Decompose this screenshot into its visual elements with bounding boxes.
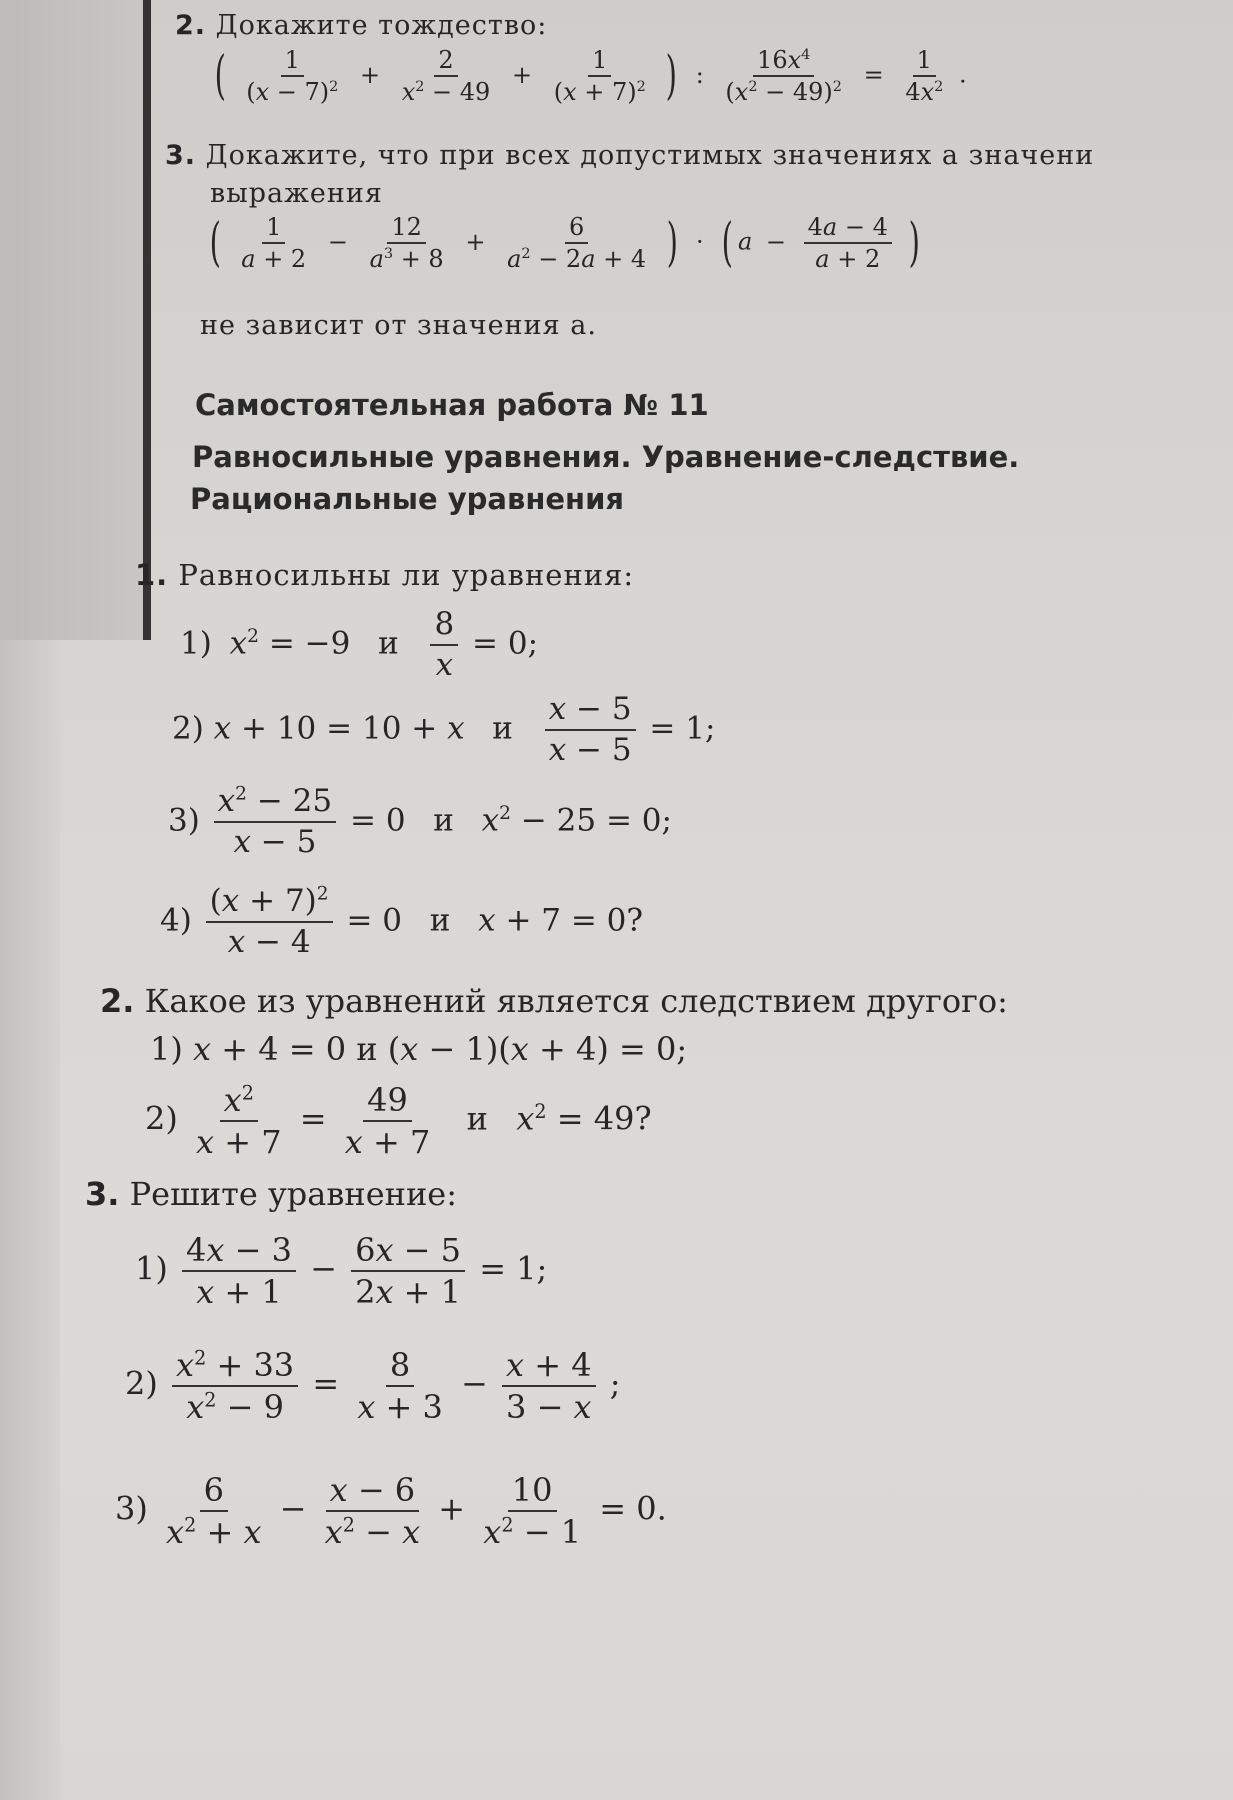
section-heading: Самостоятельная работа № 11 xyxy=(195,388,709,422)
q1-heading: 1. Равносильны ли уравнения: xyxy=(135,558,635,592)
q1-item-1: 1) $x^2 = -9$ и $\frac{8}{x}$ = 0; xyxy=(180,606,539,683)
q1-item-4: 4) $\frac{(x + 7)^2}{x - 4}$ = 0 и x + 7 = 0? xyxy=(160,883,644,960)
q2-item-2: 2) $\frac{x^2}{x + 7}$ = $\frac{49}{x + 7}$ и $x^2 = 49$? xyxy=(145,1081,652,1161)
page-edge xyxy=(143,0,151,640)
task2-identity: ( $\frac{1}{(x - 7)^2}$ + $\frac{2}{x^2 - 49}$ + $\frac{1}{(x + 7)^2}$ ) : $\frac{16x^4}{(x^2 - 49)^2}$ = $\frac{1}{4x^2}$ . xyxy=(214,44,967,106)
q3-item-1: 1) $\frac{4x - 3}{x + 1}$ − $\frac{6x - 5}{2x + 1}$ = 1; xyxy=(135,1231,548,1311)
q3-heading: 3. Решите уравнение: xyxy=(85,1175,457,1213)
task2-heading: 2. Докажите тождество: xyxy=(175,10,548,41)
section-subtitle-1: Равносильные уравнения. Уравнение-следствие. xyxy=(192,440,1020,474)
q3-item-3: 3) $\frac{6}{x^2 + x}$ − $\frac{x - 6}{x^2 - x}$ + $\frac{10}{x^2 - 1}$ = 0. xyxy=(115,1471,667,1551)
section-subtitle-2: Рациональные уравнения xyxy=(190,482,625,516)
q1-item-3: 3) $\frac{x^2 - 25}{x - 5}$ = 0 и $x^2 - 25 = 0$; xyxy=(168,783,672,860)
page-shadow xyxy=(0,0,143,640)
q2-heading: 2. Какое из уравнений является следствием другого: xyxy=(100,982,1008,1020)
q1-item-2: 2) x + 10 = 10 + x и $\frac{x - 5}{x - 5}$ = 1; xyxy=(172,691,716,768)
q2-item-1: 1) x + 4 = 0 и (x − 1)(x + 4) = 0; xyxy=(150,1030,688,1068)
q3-item-2: 2) $\frac{x^2 + 33}{x^2 - 9}$ = $\frac{8}{x + 3}$ − $\frac{x + 4}{3 - x}$ ; xyxy=(125,1346,621,1426)
task3-line1: 3. Докажите, что при всех допустимых значениях a значени xyxy=(165,140,1095,171)
page-shadow-lower xyxy=(0,640,60,1800)
task3-expression: ( $\frac{1}{a + 2}$ − $\frac{12}{a^3 + 8}$ + $\frac{6}{a^2 - 2a + 4}$ ) · ( a − $\frac{4a - 4}{a + 2}$ ) xyxy=(209,211,920,273)
task3-end: не зависит от значения a. xyxy=(200,310,597,341)
task3-line2: выражения xyxy=(210,178,383,209)
